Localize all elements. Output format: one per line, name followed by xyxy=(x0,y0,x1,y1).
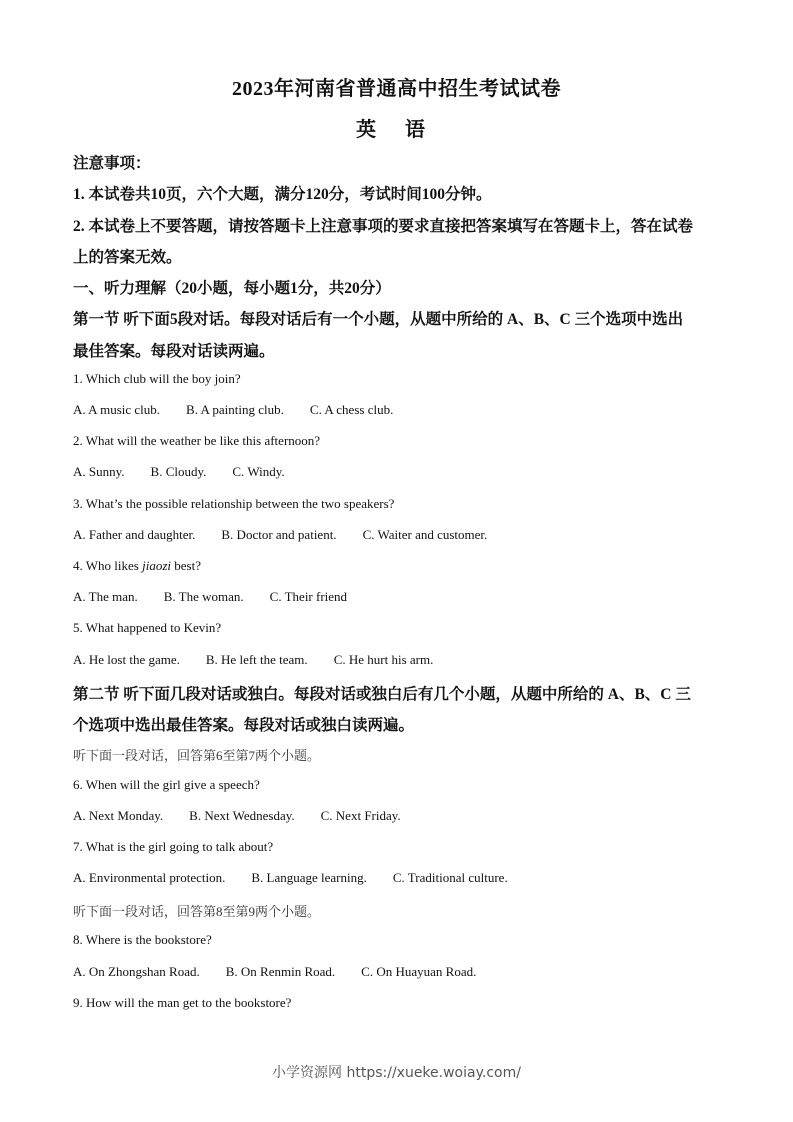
option-c: C. He hurt his arm. xyxy=(333,652,434,667)
question-1-options xyxy=(73,402,419,418)
question-4-options xyxy=(73,589,373,605)
option-c: C. On Huayuan Road. xyxy=(361,964,477,979)
option-a: A. The man. xyxy=(73,589,138,604)
exam-title: 2023年河南省普通高中招生考试试卷 xyxy=(232,78,561,100)
option-a: A. He lost the game. xyxy=(73,652,180,667)
question-4-prefix: 4. Who likes xyxy=(73,558,143,573)
option-b: B. Cloudy. xyxy=(150,464,207,479)
notes-heading: 注意事项： xyxy=(73,155,151,172)
question-1: 1. Which club will the boy join? xyxy=(73,371,241,386)
section2-note-1: 听下面一段对话，回答第6至第7两个小题。 xyxy=(73,748,321,763)
note-item-2: 2. 本试卷上不要答题，请按答题卡上注意事项的要求直接把答案填写在答题卡上，答在试卷 xyxy=(73,218,694,235)
option-b: B. Language learning. xyxy=(251,870,367,885)
question-6-options xyxy=(73,808,427,824)
option-a: A. Environmental protection. xyxy=(73,870,226,885)
option-a: A. Sunny. xyxy=(73,464,125,479)
question-9: 9. How will the man get to the bookstore? xyxy=(73,995,292,1010)
subject-title: 英 语 xyxy=(356,119,437,141)
question-4-suffix: best? xyxy=(171,558,201,573)
option-a: A. Father and daughter. xyxy=(73,527,196,542)
option-c: C. Traditional culture. xyxy=(392,870,508,885)
option-b: B. On Renmin Road. xyxy=(225,964,336,979)
question-3-options xyxy=(73,527,513,543)
option-c: C. Waiter and customer. xyxy=(362,527,488,542)
option-c: C. Their friend xyxy=(269,589,348,604)
section2-note-2: 听下面一段对话，回答第8至第9两个小题。 xyxy=(73,904,321,919)
question-2: 2. What will the weather be like this afternoon? xyxy=(73,433,321,448)
option-b: B. The woman. xyxy=(163,589,244,604)
option-c: C. A chess club. xyxy=(309,402,394,417)
option-a: A. Next Monday. xyxy=(73,808,164,823)
option-b: B. He left the team. xyxy=(205,652,308,667)
option-c: C. Windy. xyxy=(232,464,285,479)
question-5: 5. What happened to Kevin? xyxy=(73,620,222,635)
option-b: B. Next Wednesday. xyxy=(189,808,295,823)
question-8: 8. Where is the bookstore? xyxy=(73,932,212,947)
watermark-footer: 小学资源网 https://xueke.woiay.com/ xyxy=(272,1065,521,1081)
question-8-options xyxy=(73,964,502,980)
part1-heading: 一、听力理解（20小题，每小题1分，共20分） xyxy=(73,280,391,297)
question-4-italic-term: jiaozi xyxy=(142,558,171,573)
option-b: B. A painting club. xyxy=(186,402,284,417)
section2-instruction-cont: 个选项中选出最佳答案。每段对话或独白读两遍。 xyxy=(73,717,415,734)
question-4 xyxy=(73,558,201,574)
note-item-1: 1. 本试卷共10页，六个大题，满分120分，考试时间100分钟。 xyxy=(73,186,492,203)
section1-instruction-cont: 最佳答案。每段对话读两遍。 xyxy=(73,343,275,360)
note-item-2-cont: 上的答案无效。 xyxy=(73,249,182,266)
question-2-options xyxy=(73,464,311,480)
question-7: 7. What is the girl going to talk about? xyxy=(73,839,274,854)
option-c: C. Next Friday. xyxy=(320,808,401,823)
question-3: 3. What’s the possible relationship between the two speakers? xyxy=(73,496,395,511)
section1-instruction: 第一节 听下面5段对话。每段对话后有一个小题，从题中所给的 A、B、C 三个选项中选出 xyxy=(73,311,684,328)
section2-instruction: 第二节 听下面几段对话或独白。每段对话或独白后有几个小题，从题中所给的 A、B、C 三 xyxy=(73,686,691,703)
option-a: A. On Zhongshan Road. xyxy=(73,964,200,979)
question-6: 6. When will the girl give a speech? xyxy=(73,777,260,792)
question-7-options xyxy=(73,870,534,886)
question-5-options xyxy=(73,652,459,668)
option-b: B. Doctor and patient. xyxy=(221,527,337,542)
option-a: A. A music club. xyxy=(73,402,161,417)
